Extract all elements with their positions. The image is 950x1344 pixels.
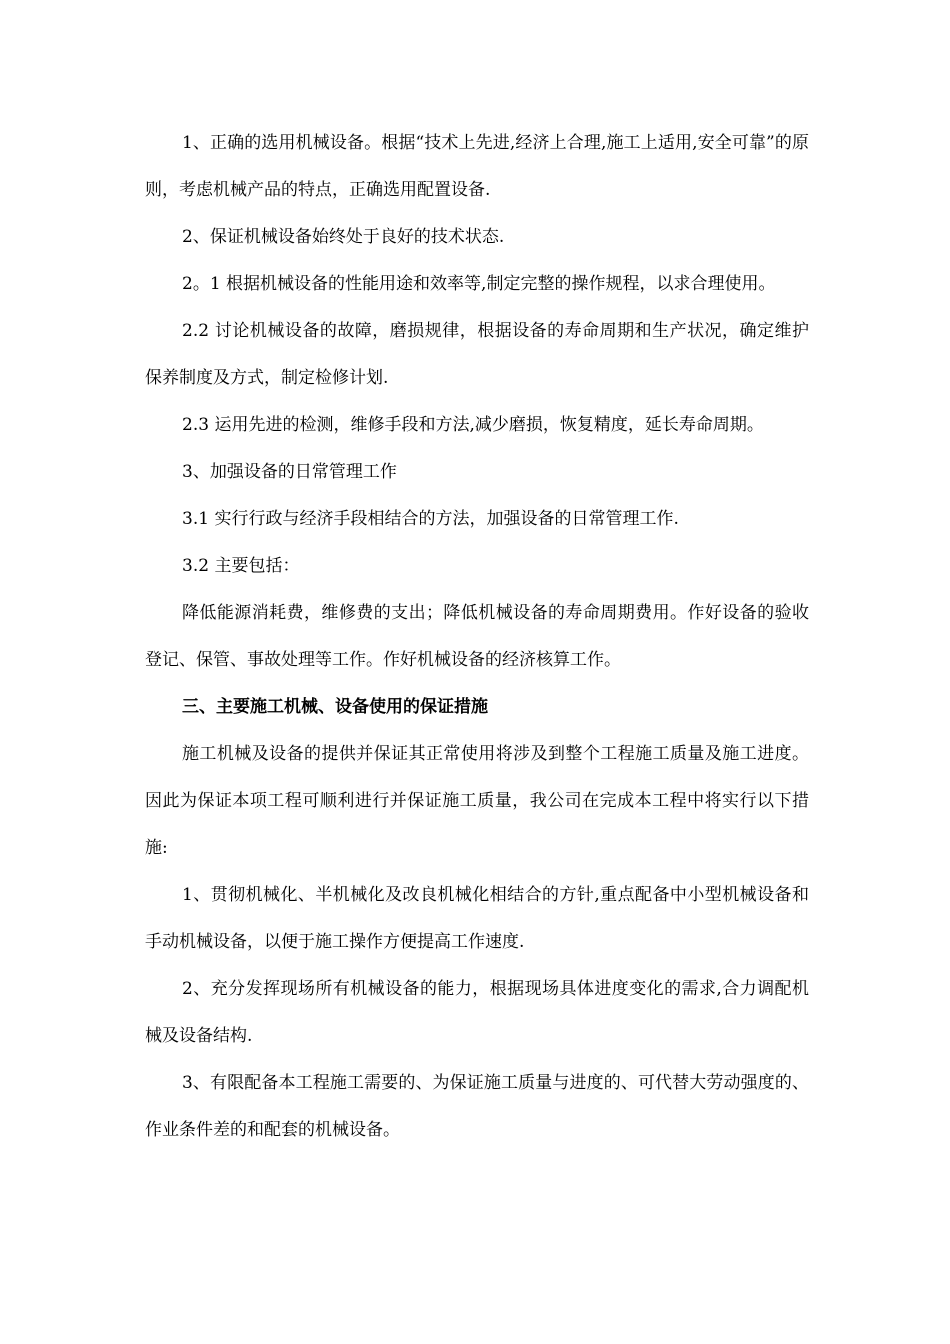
paragraph-item-2-3-inspection-methods: 2.3 运用先进的检测，维修手段和方法,减少磨损，恢复精度，延长寿命周期。	[182, 415, 764, 435]
paragraph-section-intro: 施工机械及设备的提供并保证其正常使用将涉及到整个工程施工质量及施工进度。因此为保证本项工程可顺利进行并保证施工质量，我公司在完成本工程中将实行以下措施:	[145, 744, 809, 858]
document-body	[145, 120, 809, 1154]
paragraph-item-2-2-maintenance-plan: 2.2 讨论机械设备的故障，磨损规律，根据设备的寿命周期和生产状况，确定维护保养制度及方式，制定检修计划.	[145, 321, 809, 388]
paragraph-measure-2: 2、充分发挥现场所有机械设备的能力，根据现场具体进度变化的需求,合力调配机械及设备结构.	[145, 979, 809, 1046]
paragraph-item-1-equipment-selection: 1、正确的选用机械设备。根据“技术上先进,经济上合理,施工上适用,安全可靠”的原则，考虑机械产品的特点，正确选用配置设备.	[145, 133, 809, 200]
section-heading-3: 三、主要施工机械、设备使用的保证措施	[182, 697, 488, 717]
paragraph-item-2-1-operating-rules: 2。1 根据机械设备的性能用途和效率等,制定完整的操作规程，以求合理使用。	[182, 274, 776, 294]
paragraph-item-3-daily-management: 3、加强设备的日常管理工作	[182, 462, 397, 482]
paragraph-measure-1: 1、贯彻机械化、半机械化及改良机械化相结合的方针,重点配备中小型机械设备和手动机械设备，以便于施工操作方便提高工作速度.	[145, 885, 809, 952]
paragraph-item-3-2-main-contents: 3.2 主要包括：	[182, 556, 300, 576]
paragraph-item-3-1-management-methods: 3.1 实行行政与经济手段相结合的方法，加强设备的日常管理工作.	[182, 509, 679, 529]
paragraph-measure-3: 3、有限配备本工程施工需要的、为保证施工质量与进度的、可代替大劳动强度的、作业条件差的和配套的机械设备。	[145, 1073, 809, 1140]
paragraph-cost-reduction: 降低能源消耗费，维修费的支出；降低机械设备的寿命周期费用。作好设备的验收登记、保管、事故处理等工作。作好机械设备的经济核算工作。	[145, 603, 809, 670]
paragraph-item-2-technical-condition: 2、保证机械设备始终处于良好的技术状态.	[182, 227, 505, 247]
